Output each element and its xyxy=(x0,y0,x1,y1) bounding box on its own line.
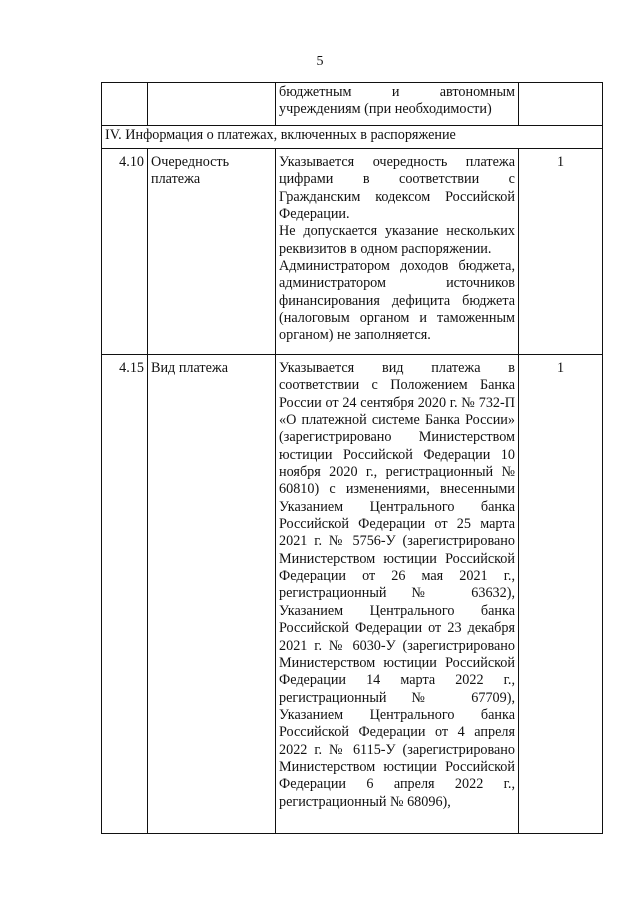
table-row xyxy=(102,149,603,355)
cell-number: 4.10 xyxy=(102,149,148,355)
description-paragraph: Не допускается указание нескольких реквизитов в одном распоряжении. xyxy=(279,223,515,257)
description-paragraph: Указывается вид платежа в соответствии с Положением Банка России от 24 сентября 2020 г. № 732-П «О платежной системе Банка России» (зарегистрировано Министерством юстиции Российской Федерации 10 ноября 2020 г., регистрационный № 60810) с изменениями, внесенными Указанием Центрального банка Российской Федерации от 25 марта 2021 г. № 5756-У (зарегистрировано Министерством юстиции Российской Федерации от 26 мая 2021 г., регистрационный № 63632), Указанием Центрального банка Российской Федерации от 23 декабря 2021 г. № 6030-У (зарегистрировано Министерством юстиции Российской Федерации 14 марта 2022 г., регистрационный № 67709), Указанием Центрального банка Российской Федерации от 4 апреля 2022 г. № 6115-У (зарегистрировано Министерством юстиции Российской Федерации 6 апреля 2022 г., регистрационный № 68096), xyxy=(279,360,515,810)
cell-name: Очередность платежа xyxy=(148,149,276,355)
cell-description: бюджетным и автономным учреждениям (при необходимости) xyxy=(276,83,519,126)
cell-number xyxy=(102,83,148,126)
section-header-row xyxy=(102,126,603,149)
requisites-table xyxy=(101,82,603,834)
cell-name xyxy=(148,83,276,126)
section-header: IV. Информация о платежах, включенных в распоряжение xyxy=(102,126,603,149)
cell-value xyxy=(519,83,603,126)
page-number: 5 xyxy=(316,54,324,69)
cell-value: 1 xyxy=(519,149,603,355)
cell-name: Вид платежа xyxy=(148,355,276,834)
cell-description xyxy=(276,355,519,834)
description-paragraph: Указывается очередность платежа цифрами в соответствии с Гражданским кодексом Российской Федерации. xyxy=(279,154,515,223)
description-paragraph: Администратором доходов бюджета, администратором источников финансирования дефицита бюджета (налоговым органом и таможенным органом) не заполняется. xyxy=(279,258,515,344)
table-row xyxy=(102,355,603,834)
table-row-continued xyxy=(102,83,603,126)
cell-number: 4.15 xyxy=(102,355,148,834)
cell-description xyxy=(276,149,519,355)
cell-value: 1 xyxy=(519,355,603,834)
